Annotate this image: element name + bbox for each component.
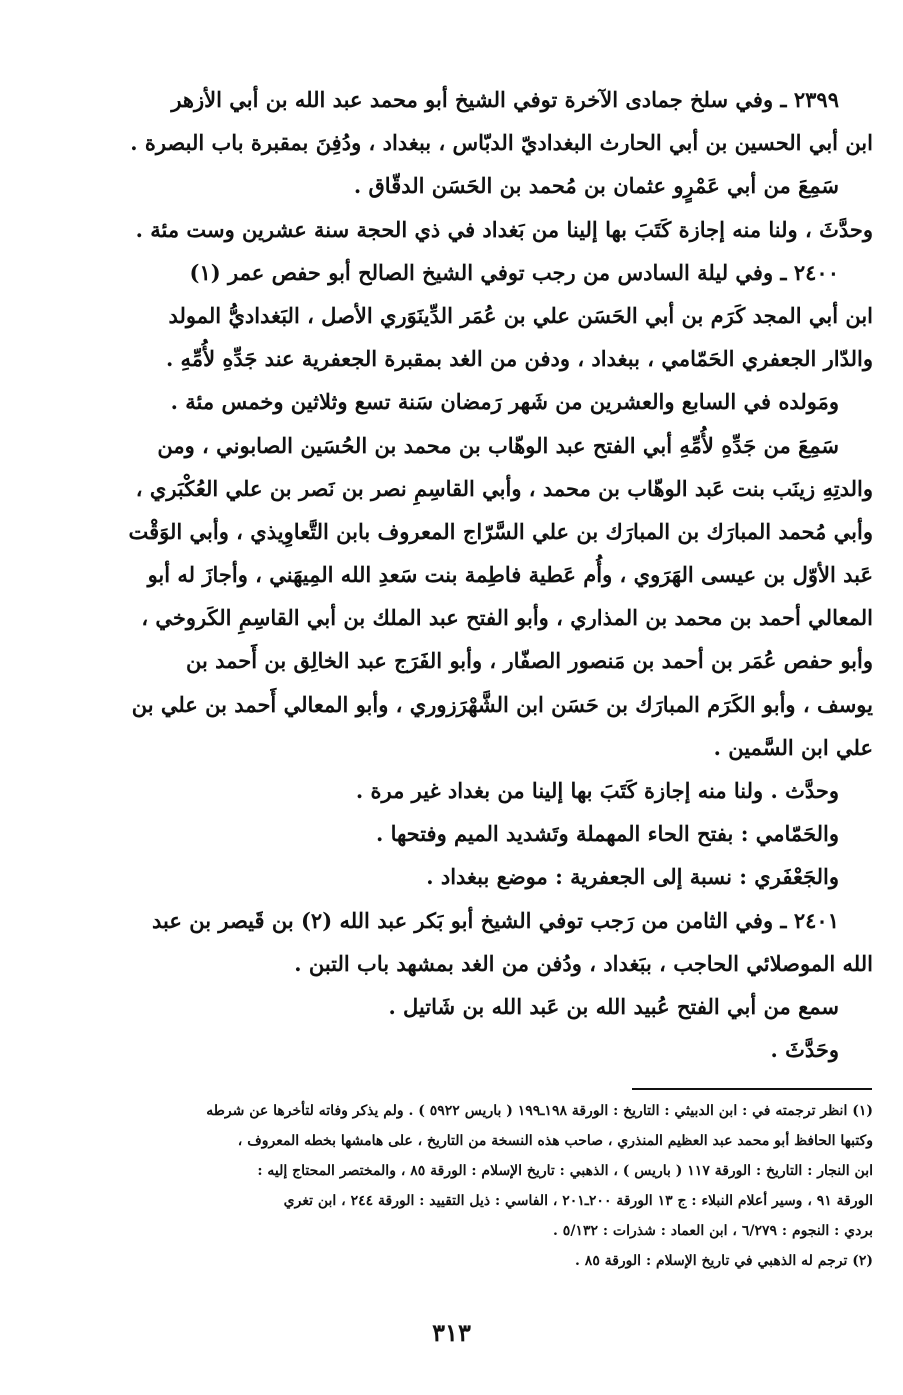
body-line: والحَمّامي : بفتح الحاء المهملة وتَشديد الميم وفتحها .: [375, 821, 839, 847]
body-line: والدّار الجعفري الحَمّامي ، ببغداد ، ودفن من الغد بمقبرة الجعفرية عند جَدِّهِ لأُمِّهِ .: [165, 346, 873, 372]
body-line: والدتِهِ زينَب بنت عَبد الوهّاب بن محمد ، وأبي القاسِمِ نصر بن نَصر بن علي العُكْبَري ،: [135, 475, 873, 501]
body-line: ومَولده في السابع والعشرين من شَهر رَمضان سَنة تسع وثلاثين وخمس مئة .: [170, 389, 839, 415]
body-line: سمع من أبي الفتح عُبيد الله بن عَبد الله بن شَاتيل .: [388, 993, 839, 1019]
footnote-line: الورقة ٩١ ، وسير أعلام النبلاء : ج ١٣ الورقة ٢٠٠ـ٢٠١ ، الفاسي : ذيل التقييد : الورقة ٢٤٤ ، ابن تغري: [283, 1193, 873, 1209]
body-line: ابن أبي الحسين بن أبي الحارث البغداديّ الدبّاس ، ببغداد ، ودُفِنَ بمقبرة باب البصرة .: [130, 130, 873, 156]
body-line: ٢٤٠١ ـ وفي الثامن من رَجب توفي الشيخ أبو بَكر عبد الله (٢) بن قَيصر بن عبد: [152, 907, 839, 933]
body-line: وأبو حفص عُمَر بن أحمد بن مَنصور الصفّار ، وأبو الفَرَج عبد الخالِق بن أَحمد بن: [185, 648, 873, 674]
body-line: ٢٣٩٩ ـ وفي سلخ جمادى الآخرة توفي الشيخ أبو محمد عبد الله بن أبي الأزهر: [171, 87, 839, 112]
footnote-line: (١) انظر ترجمته في : ابن الدبيثي : التاريخ : الورقة ١٩٨ـ١٩٩ ( باريس ٥٩٢٢ ) . ولم يذكر وفاته لتأخرها عن شرطه: [206, 1103, 873, 1119]
footnote-line: (٢) ترجم له الذهبي في تاريخ الإسلام : الورقة ٨٥ .: [575, 1253, 873, 1269]
body-line: وأبي مُحمد المبارَك بن المبارَك بن علي السَّرّاج المعروف بابن التَّعاوِيذي ، وأبي الوَقْت: [128, 518, 873, 544]
body-line: يوسف ، وأبو الكَرَم المبارَك بن حَسَن ابن الشَّهْرَزوري ، وأبو المعالي أَحمد بن علي بن: [131, 691, 873, 717]
body-line: وحدَّثَ ، ولنا منه إجازة كَتَبَ بها إلينا من بَغداد في ذي الحجة سنة عشرين وست مئة .: [135, 216, 873, 242]
body-line: وحدَّث . ولنا منه إجازة كَتَبَ بها إلينا من بغداد غير مرة .: [355, 778, 839, 803]
body-line: ابن أبي المجد كَرَم بن أبي الحَسَن علي بن عُمَر الدِّينَوَري الأصل ، البَغداديُّ المولد: [168, 302, 873, 328]
footnote-line: بردي : النجوم : ٦/٢٧٩ ، ابن العماد : شذرات : ٥/١٣٢ .: [553, 1223, 873, 1239]
footnote-line: وكتبها الحافظ أبو محمد عبد العظيم المنذري ، صاحب هذه النسخة من التاريخ ، على هامشها بخطه المعروف ،: [237, 1133, 873, 1149]
page-number: ٣١٣: [432, 1318, 471, 1347]
footnote-line: ابن النجار : التاريخ : الورقة ١١٧ ( باريس ) ، الذهبي : تاريخ الإسلام : الورقة ٨٥ ، والمختصر المحتاج إليه :: [257, 1163, 873, 1179]
body-line: سَمِعَ من جَدِّهِ لأُمِّهِ أبي الفتح عبد الوهّاب بن محمد بن الحُسَين الصابوني ، ومن: [157, 432, 839, 458]
body-line: الله الموصلائي الحاجب ، ببَغداد ، ودُفن من الغد بمشهد باب التبن .: [294, 950, 873, 976]
footnote-separator: [632, 1088, 872, 1090]
body-line: وحَدَّثَ .: [770, 1037, 839, 1063]
body-line: علي ابن السَّمين .: [713, 734, 873, 760]
footnotes: [92, 1096, 873, 1276]
body-line: عَبد الأوّل بن عيسى الهَرَوي ، وأُم عَطية فاطِمة بنت سَعدِ الله المِيهَني ، وأجازَ له أبو: [147, 562, 873, 588]
body-line: المعالي أحمد بن محمد بن المذاري ، وأبو الفتح عبد الملك بن أبي القاسِمِ الكَروخي ،: [141, 605, 873, 631]
body-line: والجَعْفَري : نسبة إلى الجعفرية : موضع ببغداد .: [426, 864, 839, 890]
body-text: [92, 78, 873, 1071]
body-line: سَمِعَ من أبي عَمْرٍو عثمان بن مُحمد بن الحَسَن الدقّاق .: [353, 173, 839, 199]
body-line: ٢٤٠٠ ـ وفي ليلة السادس من رجب توفي الشيخ الصالح أبو حفص عمر (١): [189, 259, 839, 285]
